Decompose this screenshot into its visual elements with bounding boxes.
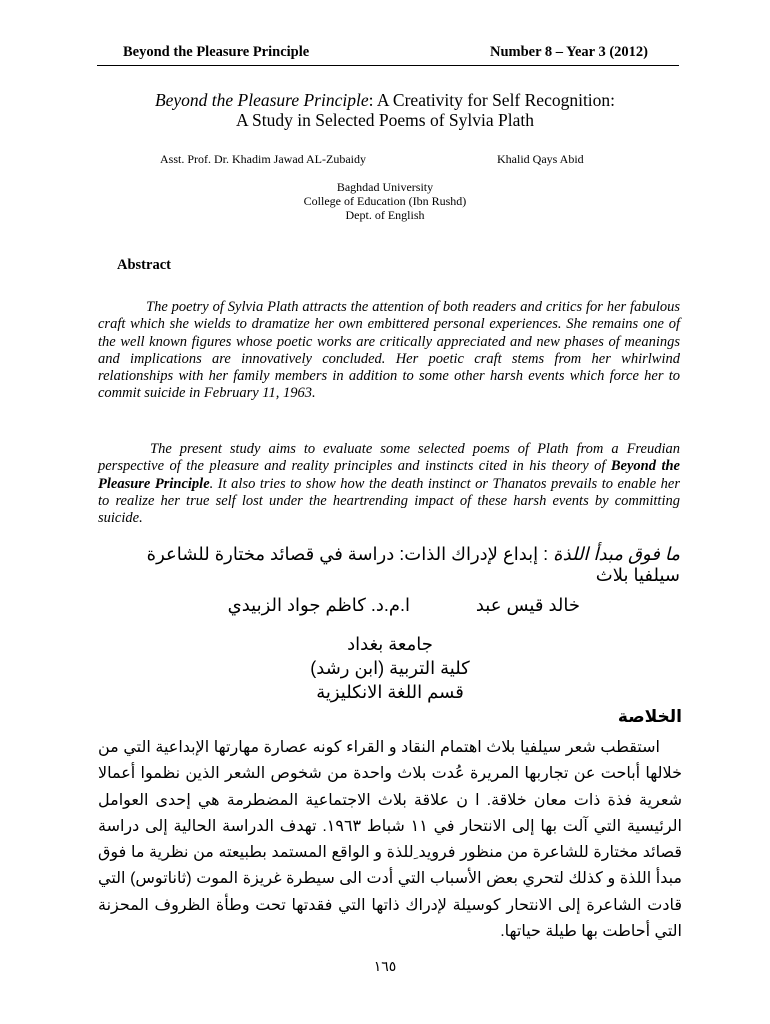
title-line-2: A Study in Selected Poems of Sylvia Plath [236,110,534,130]
abstract-paragraph-2-start: The present study aims to evaluate some selected poems of Plath from a Freudian perspective of the pleasure and reality principles and instincts cited in his theory of [98,441,680,475]
abstract-paragraph-2 [98,441,680,527]
arabic-author-1: خالد قيس عبد [475,595,580,615]
arabic-title [98,544,680,586]
issue-number: Number 8 – Year 3 (2012) [489,44,648,60]
arabic-affiliation-university: جامعة بغداد [347,634,433,654]
author-2: Khalid Qays Abid [497,152,584,166]
affiliation [180,180,590,222]
affiliation-department: Dept. of English [345,208,425,222]
arabic-title-lead: ما فوق مبدأ اللذة [553,544,680,564]
title-line-1: : A Creativity for Self Recognition: [368,90,616,110]
affiliation-university: Baghdad University [336,180,434,194]
arabic-affiliation [240,632,540,704]
journal-title: Beyond the Pleasure Principle [123,44,310,60]
arabic-title-rest: : إبداع لإدراك الذات: دراسة في قصائد مختارة للشاعرة سيلفيا بلاث [146,544,680,585]
page-number: ١٦٥ [373,958,397,974]
article-title [90,90,680,130]
running-header [123,44,648,64]
arabic-summary: استقطب شعر سيلفيا بلاث اهتمام النقاد و القراء كونه عصارة مهارتها الإبداعية التي من خلالها أباحت عن تجاربها المريرة عُدت بلاث واحدة من شخوص الشعر الذين نظموا أعمالا شعرية فذة ذات معان خلاقة. ا ن علاقة بلاث الاجتماعية المضطرمة هي إحدى العوامل الرئيسية التي آلت بها إلى الانتحار في ١١ شباط ١٩٦٣. تهدف الدراسة الحالية إلى دراسة قصائد مختارة للشاعرة من منظور فرويد ِللذة و الواقع المستمد بطبيعته من نظرية ما فوق مبدأ اللذة و كذلك لتحري بعض الأسباب التي أدت الى سيطرة غريزة الموت (ثاناتوس) التي قادت الشاعرة إلى الانتحار كوسيلة لإدراك ذاتها التي فقدتها تحت وطأة الظروف المحزنة التي أحاطت بها طيلة حياتها. [98,739,682,941]
author-1: Asst. Prof. Dr. Khadim Jawad AL-Zubaidy [160,152,366,166]
abstract-heading: Abstract [117,257,171,273]
arabic-author-2: ا.م.د. كاظم جواد الزبيدي [227,595,410,615]
abstract-paragraph-1: The poetry of Sylvia Plath attracts the attention of both readers and critics for her fabulous craft which she wields to dramatize her own embittered personal experiences. She remains one of the well known figures whose poetic works are critically appreciated and new phases of meanings and implications are innovatively concluded. Her poetic craft stems from her whirlwind relationships with her family members in addition to some other harsh events which force her to commit suicide in February 11, 1963. [98,299,680,402]
arabic-summary-heading: الخلاصة [617,707,682,726]
title-italic: Beyond the Pleasure Principle [154,90,369,110]
abstract-paragraph-2-end: . It also tries to show how the death instinct or Thanatos prevails to enable her to realize her true self lost under the heartrending impact of these harsh events by committing suicide. [98,475,680,527]
arabic-affiliation-college: كلية التربية (ابن رشد) [310,658,470,678]
theory-title: Beyond the Pleasure Principle [98,458,680,492]
header-rule [97,65,679,66]
affiliation-college: College of Education (Ibn Rushd) [303,194,467,208]
arabic-affiliation-department: قسم اللغة الانكليزية [316,682,464,702]
